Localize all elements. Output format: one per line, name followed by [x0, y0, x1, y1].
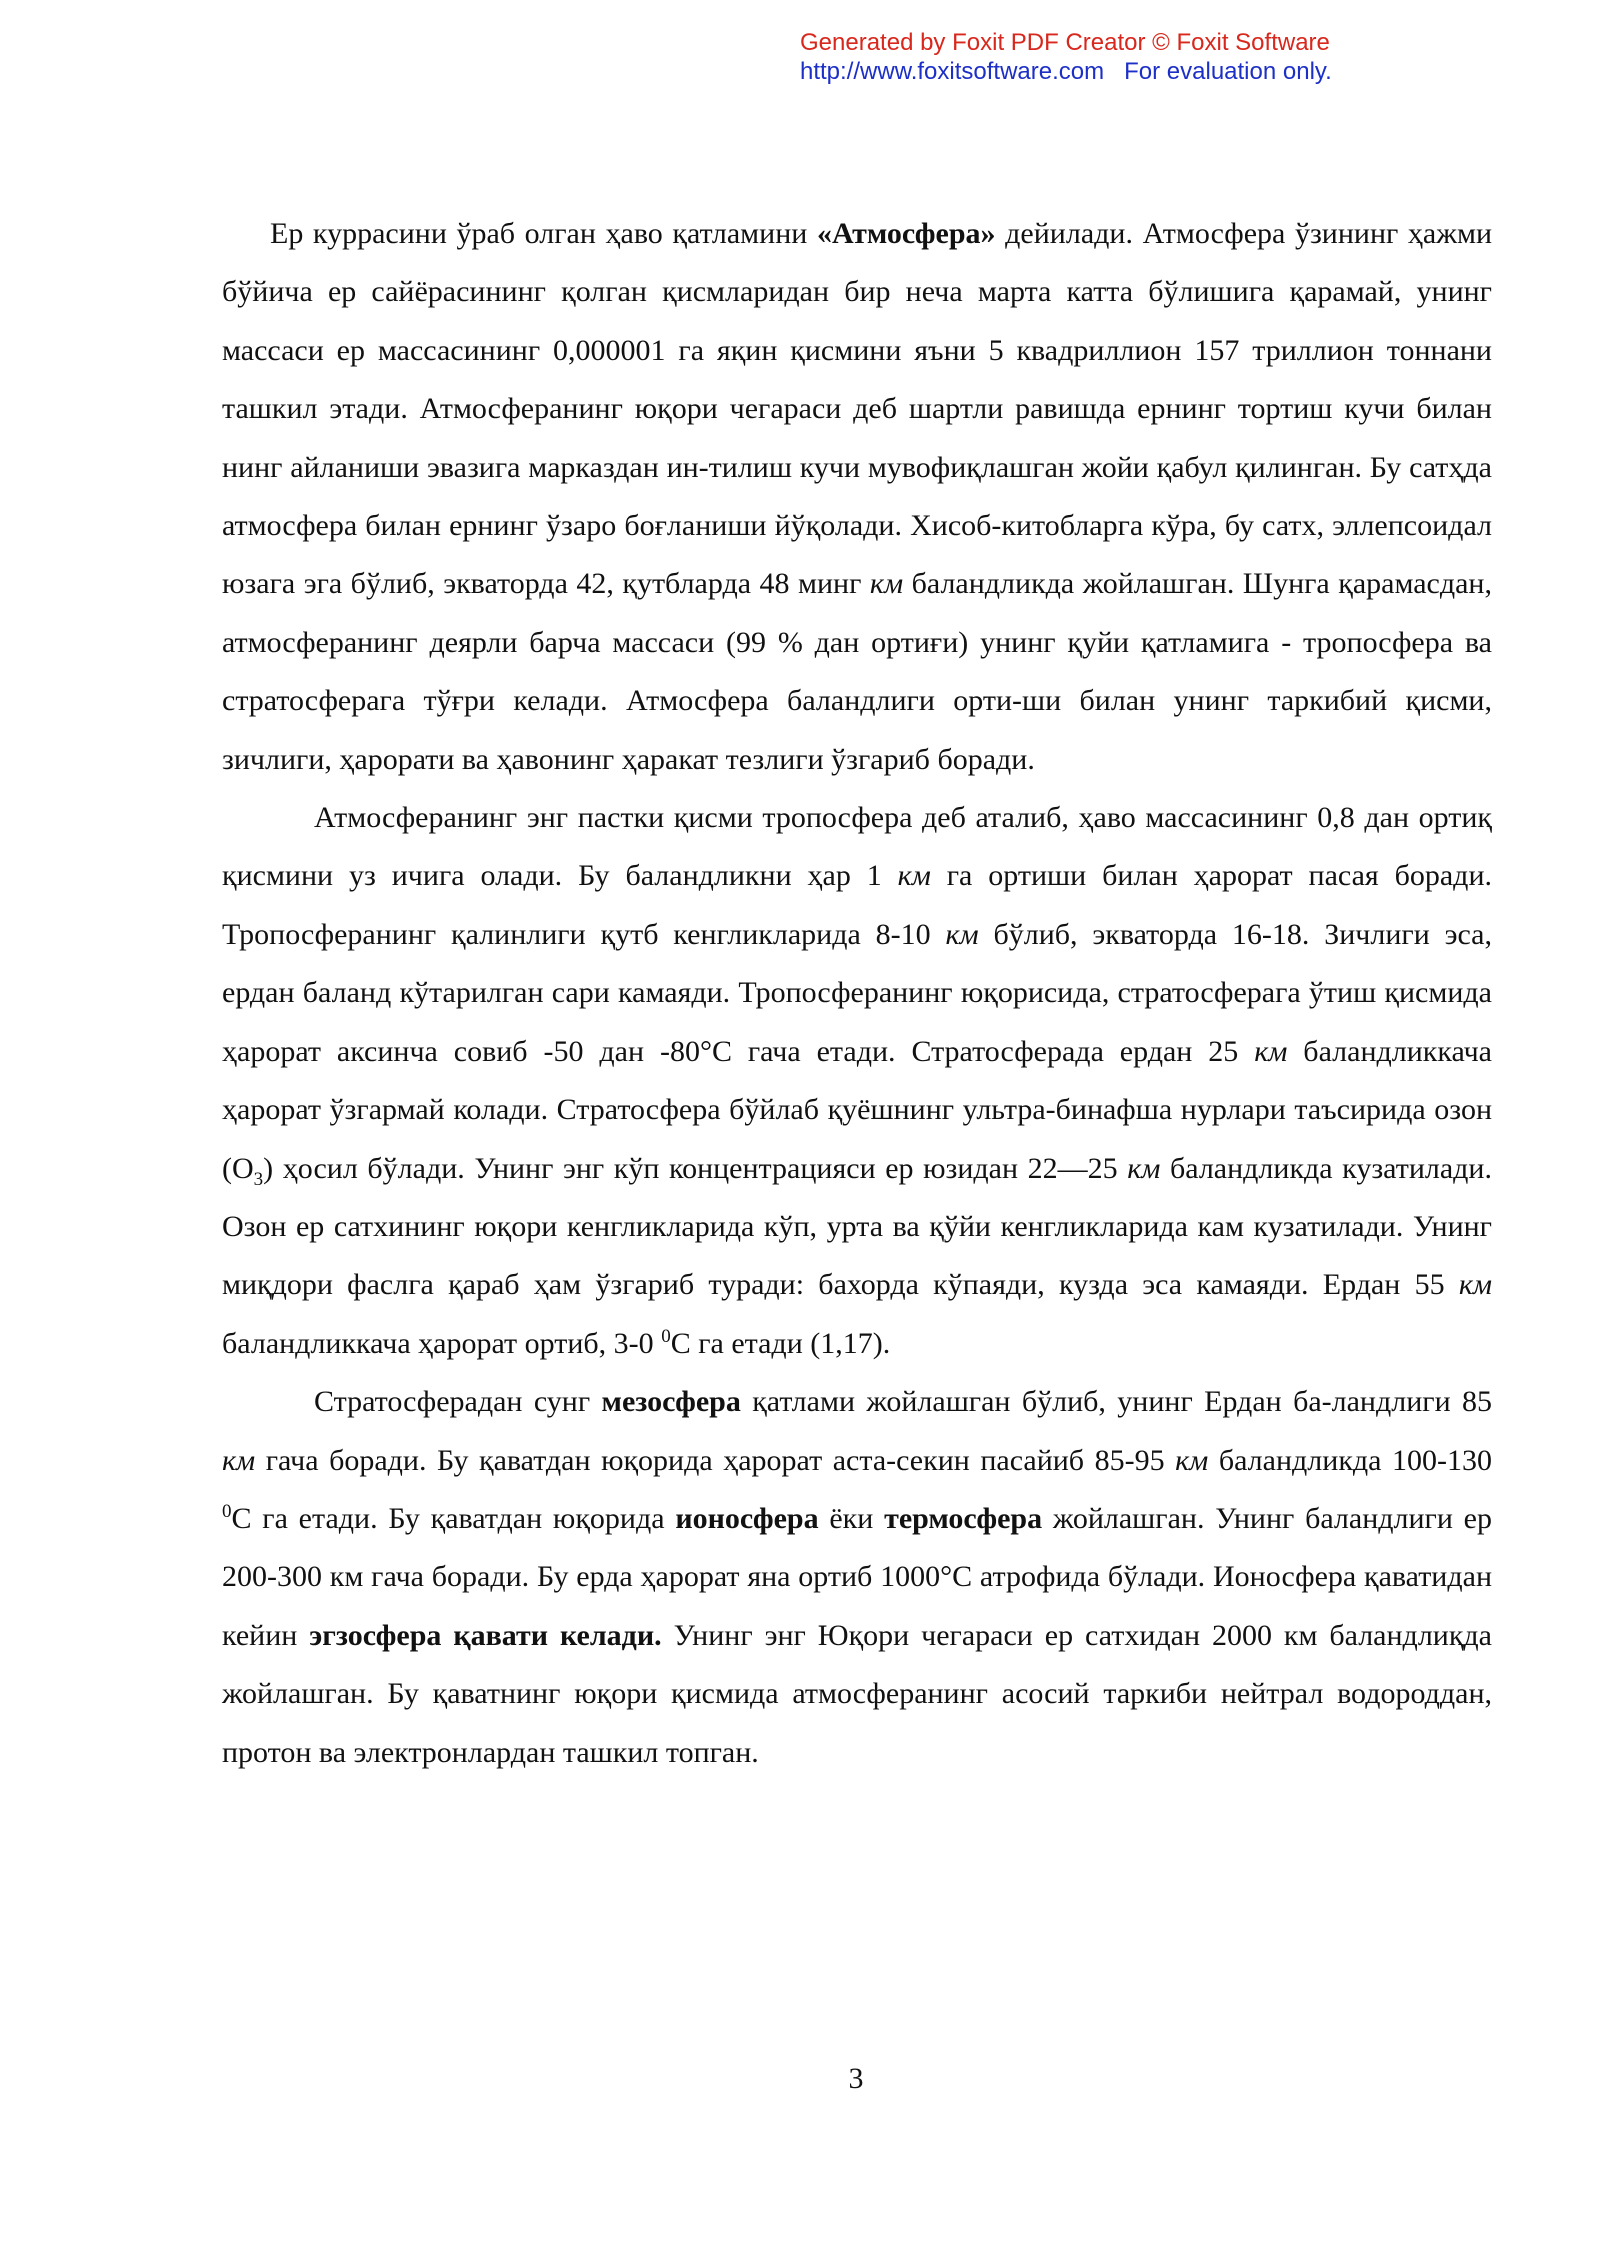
- text-run: ) ҳосил бўлади. Унинг энг кўп концентрацияси ер юзидан 22—25: [263, 1151, 1128, 1185]
- text-run: Унинг энг Юқори чегараси ер сатхидан 2000 км баландлиқда жойлашган. Бу қаватнинг юқори қисмида атмосферанинг асосий таркиби нейтрал водороддан, протон ва электронлардан ташкил топган.: [222, 1618, 1492, 1769]
- text-run: С га етади. Бу қаватдан юқорида: [231, 1501, 676, 1535]
- text-run: мезосфера: [601, 1385, 741, 1419]
- text-run: С га етади (1,17).: [670, 1326, 891, 1360]
- text-run: Ер куррасини ўраб олган ҳаво қатламини: [270, 217, 817, 250]
- paragraph-upper-layers: [222, 1373, 1492, 1782]
- text-run: баландликда жойлашган. Шунга қарамасдан, атмосферанинг деярли барча массаси (99 % дан ортиғи) унинг қуйи қатламига - тропосфера ва стратосферага тўғри келади. Атмосфера баландлиги орти-ши билан унинг таркибий қисми, зичлиги, ҳарорати ва ҳавонинг ҳаракат тезлиги ўзгариб боради.: [222, 567, 1492, 776]
- document-body: [222, 205, 1492, 1782]
- text-run: бўлиб, экваторда 16-18. Зичлиги эса, ердан баланд кўтарилган сари камаяди. Тропосферанинг юқорисида, стратосферага ўтиш қисмида ҳарорат аксинча совиб -50 дан -80°С гача етади. Стратосферада ердан 25: [222, 917, 1492, 1068]
- text-run: Атмосферанинг энг пастки қисми тропосфера деб аталиб, ҳаво массасининг 0,8 дан ортиқ қисмини уз ичига олади. Бу баландликни ҳар 1: [222, 801, 1492, 893]
- text-run: км: [897, 859, 931, 893]
- evaluation-watermark: [800, 28, 1520, 86]
- text-run: км: [945, 917, 979, 951]
- text-run: га ортиши билан ҳарорат пасая боради. Тропосферанинг қалинлиги қутб кенгликларида 8-10: [222, 859, 1492, 951]
- text-run: «Атмосфера»: [816, 217, 996, 250]
- text-run: км: [1254, 1034, 1288, 1068]
- text-run: эгзосфера қавати келади.: [309, 1618, 662, 1652]
- text-run: баландликда 100-130: [1208, 1443, 1492, 1477]
- text-run: км: [1127, 1151, 1161, 1185]
- text-run: гача боради. Бу қаватдан юқорида ҳарорат аста-секин пасайиб 85-95: [255, 1443, 1176, 1477]
- text-run: дейилади. Атмосфера ўзининг ҳажми бўйича ер сайёрасининг қолган қисмларидан бир неча марта катта бўлишига қарамай, унинг массаси ер массасининг 0,000001 га яқин қисмини яъни 5 квадриллион 157 триллион тоннани ташкил этади. Атмосферанинг юқори чегараси деб шартли равишда ернинг тортиш кучи билан нинг айланиши эвазига марказдан ин-тилиш кучи мувофиқлашган жойи қабул қилинган. Бу сатҳда атмосфера билан ернинг ўзаро боғланиши йўқолади. Хисоб-китобларга кўра, бу сатх, эллепсоидал юзага эга бўлиб, экваторда 42, қутбларда 48 минг: [222, 217, 1493, 601]
- text-run: қатлами жойлашган бўлиб, унинг Ердан ба-ландлиги 85: [740, 1385, 1492, 1419]
- text-run: 0: [222, 1500, 232, 1522]
- page-number: 3: [848, 2062, 864, 2095]
- paragraph-atmosphere-intro: [222, 205, 1492, 789]
- watermark-evaluation-note: For evaluation only.: [1124, 58, 1332, 85]
- watermark-url: http://www.foxitsoftware.com: [800, 58, 1105, 85]
- text-run: ёки: [818, 1501, 885, 1535]
- text-run: баландликкача ҳарорат ўзгармай колади. Стратосфера бўйлаб қуёшнинг ультра-бинафша нурлари таъсирида озон (О: [222, 1034, 1492, 1185]
- text-run: ионосфера: [675, 1501, 819, 1535]
- text-run: км: [1175, 1443, 1209, 1477]
- text-run: баландликкача ҳарорат ортиб, 3-0: [222, 1326, 662, 1360]
- paragraph-troposphere: [222, 789, 1492, 1373]
- watermark-url-line: [800, 57, 1520, 86]
- text-run: жойлашган. Унинг баландлиги ер 200-300 км гача боради. Бу ерда ҳарорат яна ортиб 1000°С атрофида бўлади. Ионосфера қаватидан кейин: [222, 1501, 1492, 1652]
- watermark-generator-line: Generated by Foxit PDF Creator © Foxit Software: [800, 29, 1330, 56]
- text-run: термосфера: [884, 1501, 1043, 1535]
- text-run: баландликда кузатилади. Озон ер сатхининг юқори кенгликларида кўп, урта ва қўйи кенгликларида кам кузатилади. Унинг миқдори фаслга қараб ҳам ўзгариб туради: бахорда кўпаяди, кузда эса камаяди. Ердан 55: [222, 1151, 1492, 1302]
- text-run: 0: [661, 1325, 671, 1347]
- text-run: км: [222, 1443, 256, 1477]
- text-run: км: [1458, 1268, 1492, 1302]
- text-run: Стратосферадан сунг: [314, 1385, 602, 1419]
- text-run: км: [869, 567, 904, 601]
- text-run: 3: [253, 1168, 264, 1190]
